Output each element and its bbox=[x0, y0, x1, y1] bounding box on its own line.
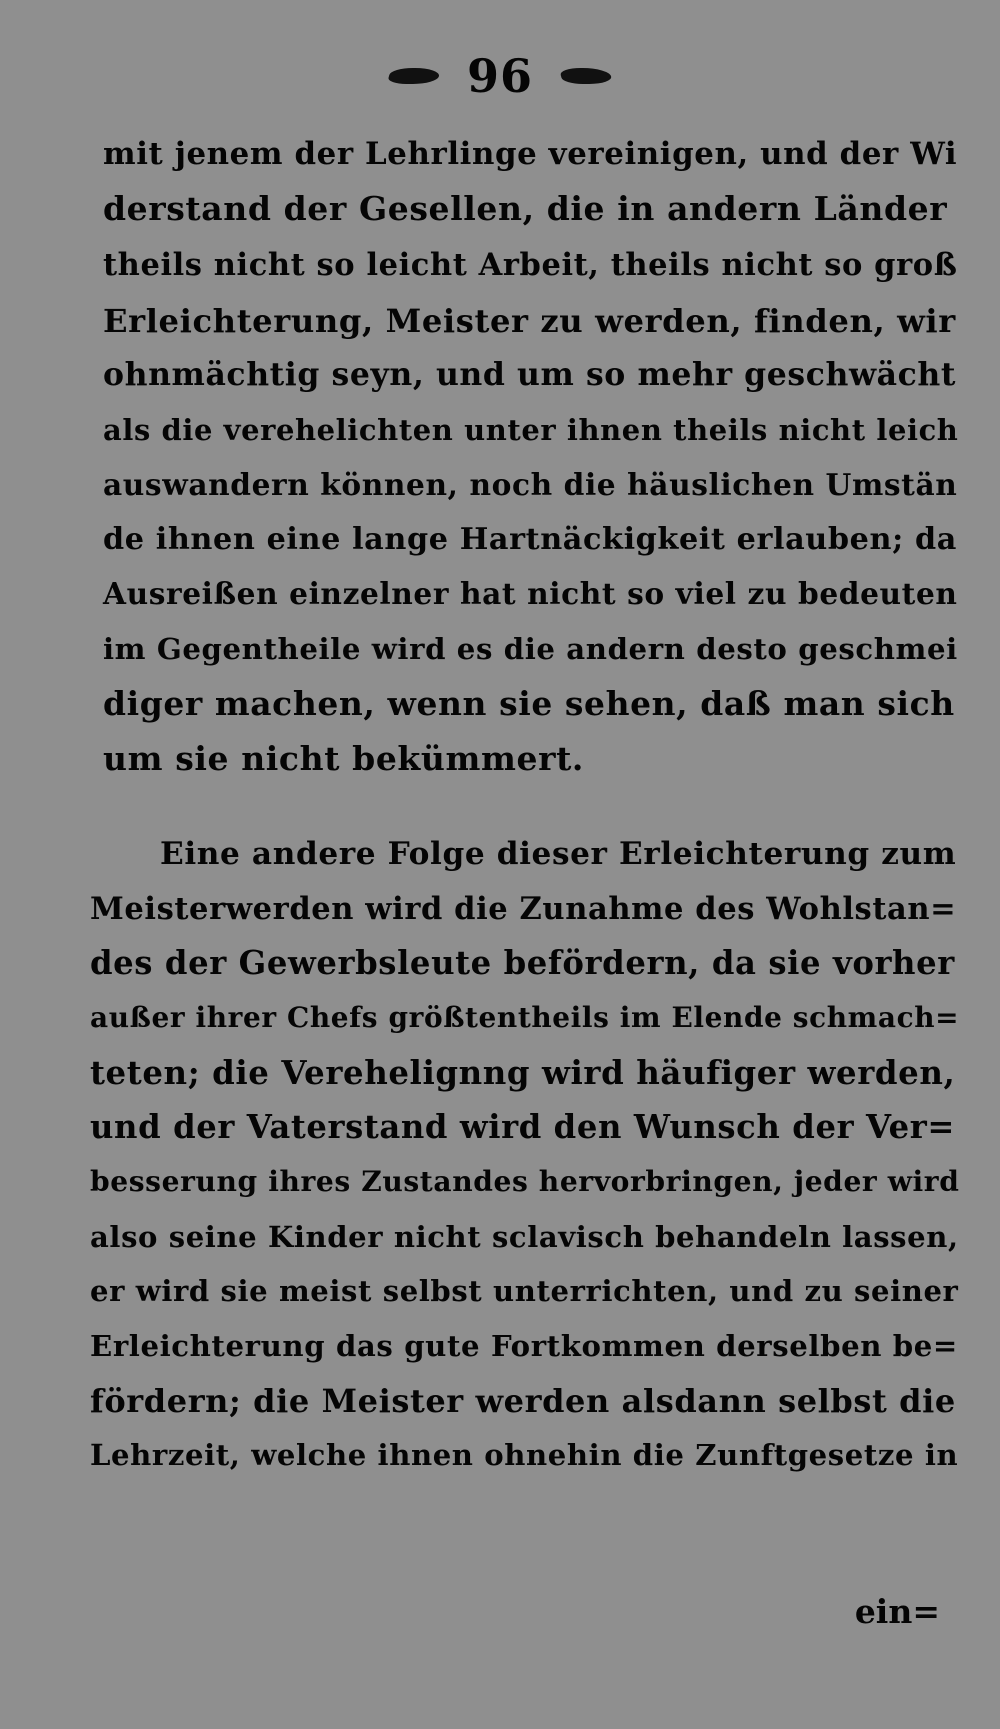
text-line: Erleichterung, Meister zu werden, finden, wir bbox=[103, 302, 956, 340]
text-line: also seine Kinder nicht sclavisch behandeln lassen, bbox=[90, 1220, 959, 1254]
catchword: ein= bbox=[854, 1592, 940, 1631]
text-line: Eine andere Folge dieser Erleichterung zum bbox=[160, 836, 957, 872]
text-line: auswandern können, noch die häuslichen Umstän bbox=[103, 467, 958, 502]
text-line: um sie nicht bekümmert. bbox=[103, 739, 585, 778]
page-number: 96 bbox=[466, 49, 533, 103]
text-line: besserung ihres Zustandes hervorbringen, jeder wird bbox=[90, 1165, 960, 1198]
text-line: Erleichterung das gute Fortkommen derselben be= bbox=[90, 1329, 958, 1363]
text-line: er wird sie meist selbst unterrichten, und zu seiner bbox=[90, 1274, 959, 1308]
text-line: fördern; die Meister werden alsdann selbst die bbox=[90, 1382, 956, 1420]
text-line: außer ihrer Chefs größtentheils im Elende schmach= bbox=[90, 1001, 960, 1034]
text-line: des der Gewerbsleute befördern, da sie vorher bbox=[90, 944, 955, 982]
text-line: diger machen, wenn sie sehen, daß man sich bbox=[103, 684, 955, 723]
text-line: ohnmächtig seyn, und um so mehr geschwächt bbox=[103, 356, 957, 393]
text-line: Meisterwerden wird die Zunahme des Wohlstan= bbox=[90, 891, 957, 927]
text-line: de ihnen eine lange Hartnäckigkeit erlauben; da bbox=[103, 522, 957, 557]
text-line: theils nicht so leicht Arbeit, theils nicht so groß bbox=[103, 247, 958, 283]
text-line: teten; die Verehelignng wird häufiger werden, bbox=[90, 1054, 956, 1092]
text-line: Lehrzeit, welche ihnen ohnehin die Zunftgesetze in bbox=[90, 1438, 959, 1472]
text-line: und der Vaterstand wird den Wunsch der Ver= bbox=[90, 1108, 955, 1146]
text-line: als die verehelichten unter ihnen theils nicht leich bbox=[103, 413, 959, 447]
text-line: derstand der Gesellen, die in andern Länder bbox=[103, 189, 948, 228]
text-line: im Gegentheile wird es die andern desto geschmei bbox=[103, 632, 958, 666]
text-line: Ausreißen einzelner hat nicht so viel zu bedeuten bbox=[103, 576, 958, 611]
text-line: mit jenem der Lehrlinge vereinigen, und der Wi bbox=[103, 136, 958, 172]
